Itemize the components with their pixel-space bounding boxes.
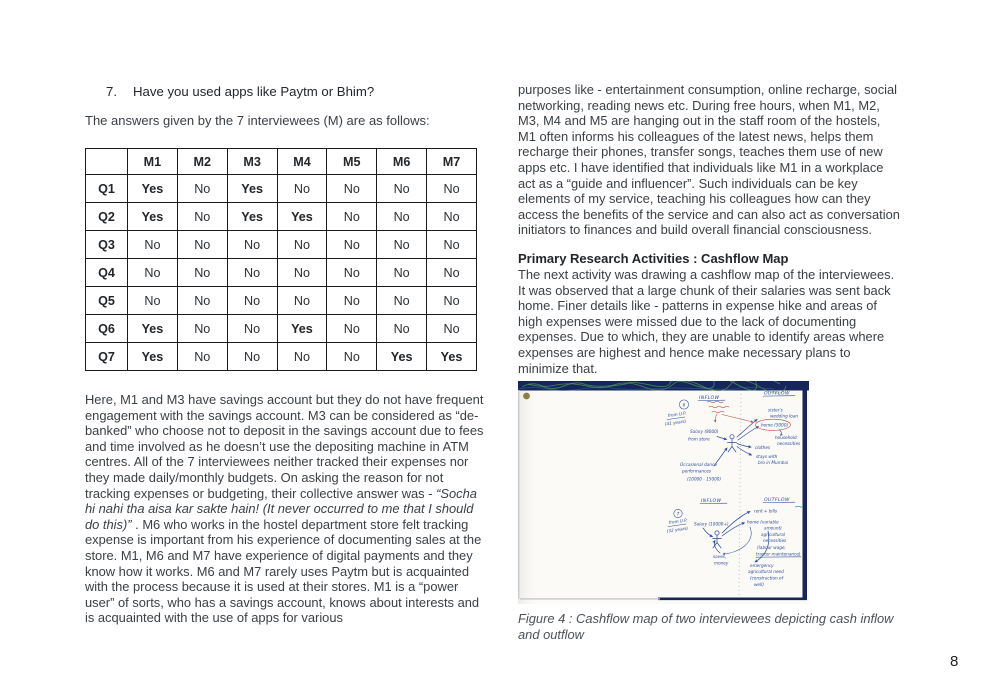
column-header: M1 (128, 149, 178, 175)
svg-text:home (variable: home (variable (747, 519, 779, 525)
table-cell: Yes (427, 343, 477, 371)
column-header: M6 (377, 149, 427, 175)
table-cell: Yes (227, 175, 277, 203)
svg-text:sister's: sister's (768, 407, 783, 413)
figure-caption: Figure 4 : Cashflow map of two interviewees depicting cash inflow and outflow (518, 611, 894, 642)
svg-text:Salary (10000+): Salary (10000+) (694, 521, 729, 527)
continuation-paragraph: purposes like - entertainment consumption, online recharge, social networking, reading news etc. During free hours, when M1, M2, M3, M4 and M5 are hanging out in the staff room of the hostels, M1 often informs his colleagues of the latest news, helps them recharge their phones, transfer songs, teaches them use of new apps etc. I have identified that individuals like M1 in a workplace act as a “guide and influencer”. Such individuals can be key elements of my service, teaching his colleagues how can they access the benefits of the service and can also act as conversation initiators to finances and build overall financial consciousness. (518, 82, 900, 238)
svg-text:from store: from store (688, 436, 710, 442)
notebook-bottom-edge (658, 598, 807, 601)
svg-text:agricultural need: agricultural need (748, 569, 784, 575)
page-number: 8 (950, 653, 959, 670)
table-cell: No (177, 343, 227, 371)
row-header: Q3 (86, 231, 128, 259)
table-cell: No (177, 175, 227, 203)
table-row (86, 203, 477, 231)
question-line (85, 84, 485, 99)
table-row (86, 343, 477, 371)
notebook-figure (518, 381, 809, 604)
svg-text:6: 6 (682, 402, 686, 408)
column-header (86, 149, 128, 175)
row-header: Q5 (86, 287, 128, 315)
table-cell: No (177, 231, 227, 259)
svg-text:INFLOW: INFLOW (699, 396, 720, 402)
table-cell: Yes (128, 203, 178, 231)
column-header: M5 (327, 149, 377, 175)
table-cell: No (177, 315, 227, 343)
table-cell: No (377, 259, 427, 287)
table-cell: No (177, 287, 227, 315)
table-cell: No (427, 175, 477, 203)
svg-text:performances: performances (682, 468, 712, 474)
table-cell: Yes (128, 175, 178, 203)
table-cell: Yes (277, 315, 327, 343)
table-cell: No (427, 231, 477, 259)
svg-text:money: money (714, 560, 729, 566)
table-cell: No (227, 315, 277, 343)
answers-table (85, 148, 477, 371)
table-cell: No (327, 231, 377, 259)
table-cell: No (327, 315, 377, 343)
analysis-post: . M6 who works in the hostel department store felt tracking expense is important from his experience of documenting sales at the store. M1, M6 and M7 have experience of digital payments and they know how it works. M6 and M7 rarely uses Paytm but is acquainted with the process because it is used at their stores. M1 is a “power user” of sorts, who has a savings account, knows about interests and is acquainted with the use of apps for various (85, 516, 482, 626)
svg-text:clothes: clothes (755, 445, 771, 451)
svg-text:(10000 - 15000): (10000 - 15000) (687, 476, 722, 482)
table-cell: No (377, 231, 427, 259)
table-cell: No (177, 203, 227, 231)
table-cell: Yes (377, 343, 427, 371)
table-cell: No (327, 343, 377, 371)
table-header-row (86, 149, 477, 175)
svg-text:Salary (8000): Salary (8000) (690, 429, 719, 435)
svg-text:saves,: saves, (713, 554, 727, 560)
cashflow-paragraph: The next activity was drawing a cashflow map of the interviewees. It was observed that a large chunk of their salaries was sent back home. Finer details like - patterns in expense hike and areas of high expenses were missed due to the lack of documenting expenses. Due to which, they are unable to identify areas where expenses are highest and hence make necessary plans to minimize that. (518, 266, 895, 376)
table-cell: Yes (128, 343, 178, 371)
column-header: M4 (277, 149, 327, 175)
table-body (86, 175, 477, 371)
analysis-quote: “Socha hi nahi tha aisa kar sakte hain! (It never occurred to me that I should do this)” (85, 485, 477, 532)
table-cell: No (277, 287, 327, 315)
section-heading: Primary Research Activities : Cashflow Map (518, 250, 789, 266)
svg-text:rent + bills: rent + bills (754, 508, 778, 514)
svg-text:(construction of: (construction of (750, 575, 784, 581)
svg-text:bro in Mumbai: bro in Mumbai (758, 460, 789, 466)
table-cell: No (427, 203, 477, 231)
table-cell: No (327, 287, 377, 315)
svg-text:necessities: necessities (777, 441, 801, 447)
notebook-right-edge (803, 390, 808, 600)
table-cell: No (327, 203, 377, 231)
right-column (518, 82, 901, 642)
table-cell: Yes (277, 203, 327, 231)
svg-text:well): well) (754, 582, 764, 588)
question-number: 7. (106, 84, 117, 99)
table-cell: No (277, 175, 327, 203)
table-cell: No (377, 287, 427, 315)
table-cell: No (277, 259, 327, 287)
svg-text:tractor maintenance): tractor maintenance) (756, 551, 801, 557)
table-cell: No (128, 287, 178, 315)
svg-text:amount): amount) (764, 525, 782, 531)
table-cell: No (377, 175, 427, 203)
svg-text:household: household (775, 435, 797, 441)
analysis-pre: Here, M1 and M3 have savings account but they do not have frequent engagement with the savings account. M3 can be considered as “de-banked” who choose not to deposit in the savings account due to fees and time involved as he doesn’t use the depositing machine in ATM centres. All of the 7 interviewees neither tracked their expenses nor they made daily/monthly budgets. On asking the reason for not tracking expenses or budgeting, their collective answer was - (85, 392, 484, 501)
svg-text:from U.P.: from U.P. (667, 410, 687, 419)
left-column (85, 84, 485, 626)
table-cell: No (128, 259, 178, 287)
gold-rivet (523, 393, 530, 400)
cashflow-map-photo (518, 381, 809, 604)
column-header: M2 (177, 149, 227, 175)
table-row (86, 259, 477, 287)
table-cell: No (277, 231, 327, 259)
svg-text:(32 years): (32 years) (666, 525, 689, 534)
analysis-paragraph (85, 392, 485, 626)
svg-text:agricultural: agricultural (761, 532, 785, 538)
table-cell: Yes (227, 203, 277, 231)
table-cell: No (427, 259, 477, 287)
row-header: Q2 (86, 203, 128, 231)
question-text: Have you used apps like Paytm or Bhim? (133, 84, 375, 99)
table-row (86, 315, 477, 343)
table-cell: Yes (128, 315, 178, 343)
svg-text:emergency: emergency (750, 563, 774, 569)
svg-text:Occasional dance: Occasional dance (680, 462, 717, 468)
table-cell: No (377, 315, 427, 343)
row-header: Q7 (86, 343, 128, 371)
svg-text:(labour wage,: (labour wage, (757, 545, 786, 551)
row-header: Q1 (86, 175, 128, 203)
table-cell: No (327, 175, 377, 203)
table-cell: No (327, 259, 377, 287)
table-row (86, 287, 477, 315)
table-cell: No (427, 287, 477, 315)
svg-text:stays with: stays with (756, 454, 778, 460)
svg-text:OUTFLOW: OUTFLOW (764, 391, 790, 397)
svg-text:INFLOW: INFLOW (701, 499, 722, 505)
svg-text:OUTFLOW: OUTFLOW (764, 498, 790, 504)
table-row (86, 231, 477, 259)
svg-text:home (5000): home (5000) (761, 422, 789, 428)
table-cell: No (277, 343, 327, 371)
svg-text:necessities: necessities (763, 538, 787, 544)
row-header: Q4 (86, 259, 128, 287)
table-cell: No (427, 315, 477, 343)
row-header: Q6 (86, 315, 128, 343)
column-header: M7 (427, 149, 477, 175)
table-cell: No (227, 259, 277, 287)
intro-text: The answers given by the 7 interviewees (M) are as follows: (85, 113, 430, 128)
table-cell: No (227, 343, 277, 371)
column-header: M3 (227, 149, 277, 175)
table-cell: No (377, 203, 427, 231)
table-cell: No (128, 231, 178, 259)
table-cell: No (177, 259, 227, 287)
svg-text:7: 7 (676, 511, 680, 517)
svg-text:wedding loan: wedding loan (770, 413, 799, 419)
svg-text:from U.P.: from U.P. (668, 517, 688, 526)
table-row (86, 175, 477, 203)
table-cell: No (227, 287, 277, 315)
table-cell: No (227, 231, 277, 259)
svg-text:(41 years): (41 years) (664, 418, 687, 427)
